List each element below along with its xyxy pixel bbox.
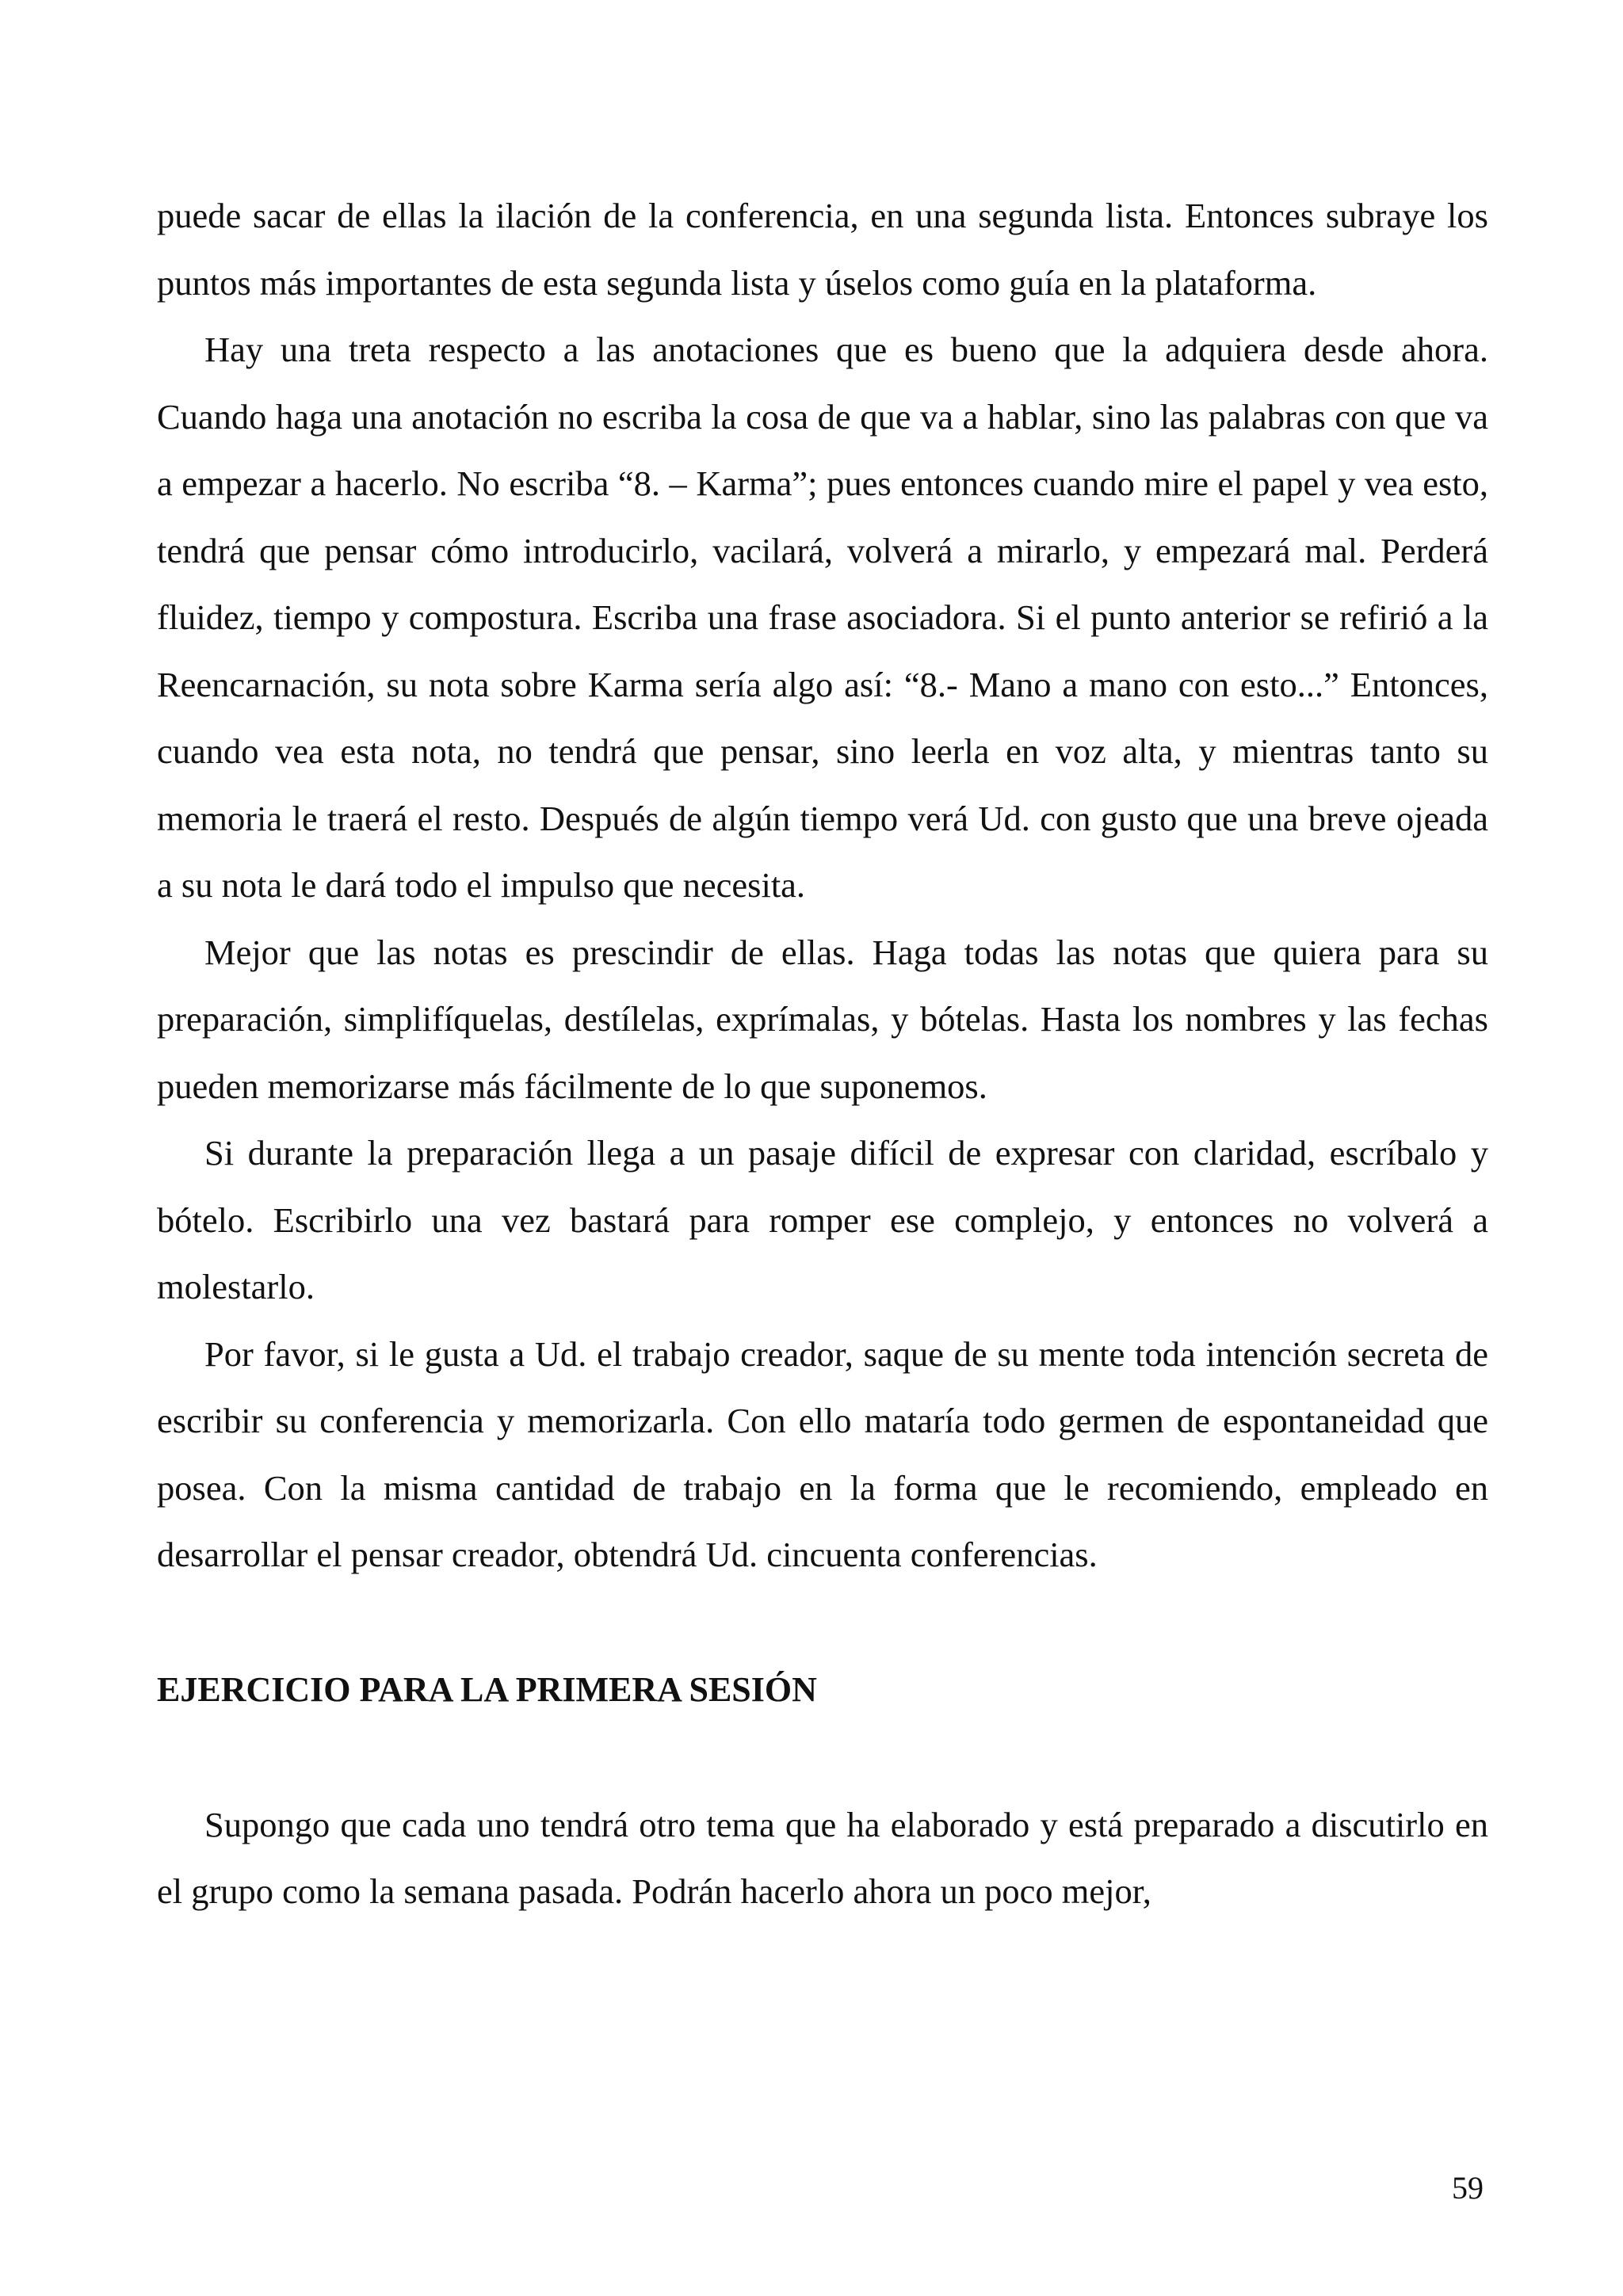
paragraph-continuation: puede sacar de ellas la ilación de la conferencia, en una segunda lista. Entonces subraye los puntos más importantes de esta segunda lista y úselos como guía en la plataforma. bbox=[157, 196, 1488, 303]
paragraph-notes-trick: Hay una treta respecto a las anotaciones que es bueno que la adquiera desde ahora. Cuando haga una anotación no escriba la cosa de que va a hablar, sino las palabras con que va a empezar a hacerlo. No escriba “8. – Karma”; pues entonces cuando mire el papel y vea esto, tendrá que pensar cómo introducirlo, vacilará, volverá a mirarlo, y empezará mal. Perderá fluidez, tiempo y compostura. Escriba una frase asociadora. Si el punto anterior se refirió a la Reencarnación, su nota sobre Karma sería algo así: “8.- Mano a mano con esto...” Entonces, cuando vea esta nota, no tendrá que pensar, sino leerla en voz alta, y mientras tanto su memoria le traerá el resto. Después de algún tiempo verá Ud. con gusto que una breve ojeada a su nota le dará todo el impulso que necesita. bbox=[157, 330, 1488, 905]
section-spacer bbox=[157, 1723, 1488, 1791]
paragraph-exercise: Supongo que cada uno tendrá otro tema que ha elaborado y está preparado a discutirlo en el grupo como la semana pasada. Podrán hacerlo ahora un poco mejor, bbox=[157, 1804, 1488, 1911]
paragraph-difficult-passage: Si durante la preparación llega a un pasaje difícil de expresar con claridad, escríbalo y bótelo. Escribirlo una vez bastará para romper ese complejo, y entonces no volverá a molestarlo. bbox=[157, 1133, 1488, 1306]
page-number: 59 bbox=[1452, 2170, 1484, 2206]
paragraph-without-notes: Mejor que las notas es prescindir de ellas. Haga todas las notas que quiera para su preparación, simplifíquelas, destílelas, exprímalas, y bótelas. Hasta los nombres y las fechas pueden memorizarse más fácilmente de lo que suponemos. bbox=[157, 932, 1488, 1106]
section-spacer bbox=[157, 1589, 1488, 1657]
page-body bbox=[157, 182, 1488, 1925]
paragraph-creative-work: Por favor, si le gusta a Ud. el trabajo creador, saque de su mente toda intención secreta de escribir su conferencia y memorizarla. Con ello mataría todo germen de espontaneidad que posea. Con la misma cantidad de trabajo en la forma que le recomiendo, empleado en desarrollar el pensar creador, obtendrá Ud. cincuenta conferencias. bbox=[157, 1333, 1488, 1574]
section-heading: EJERCICIO PARA LA PRIMERA SESIÓN bbox=[157, 1669, 817, 1709]
